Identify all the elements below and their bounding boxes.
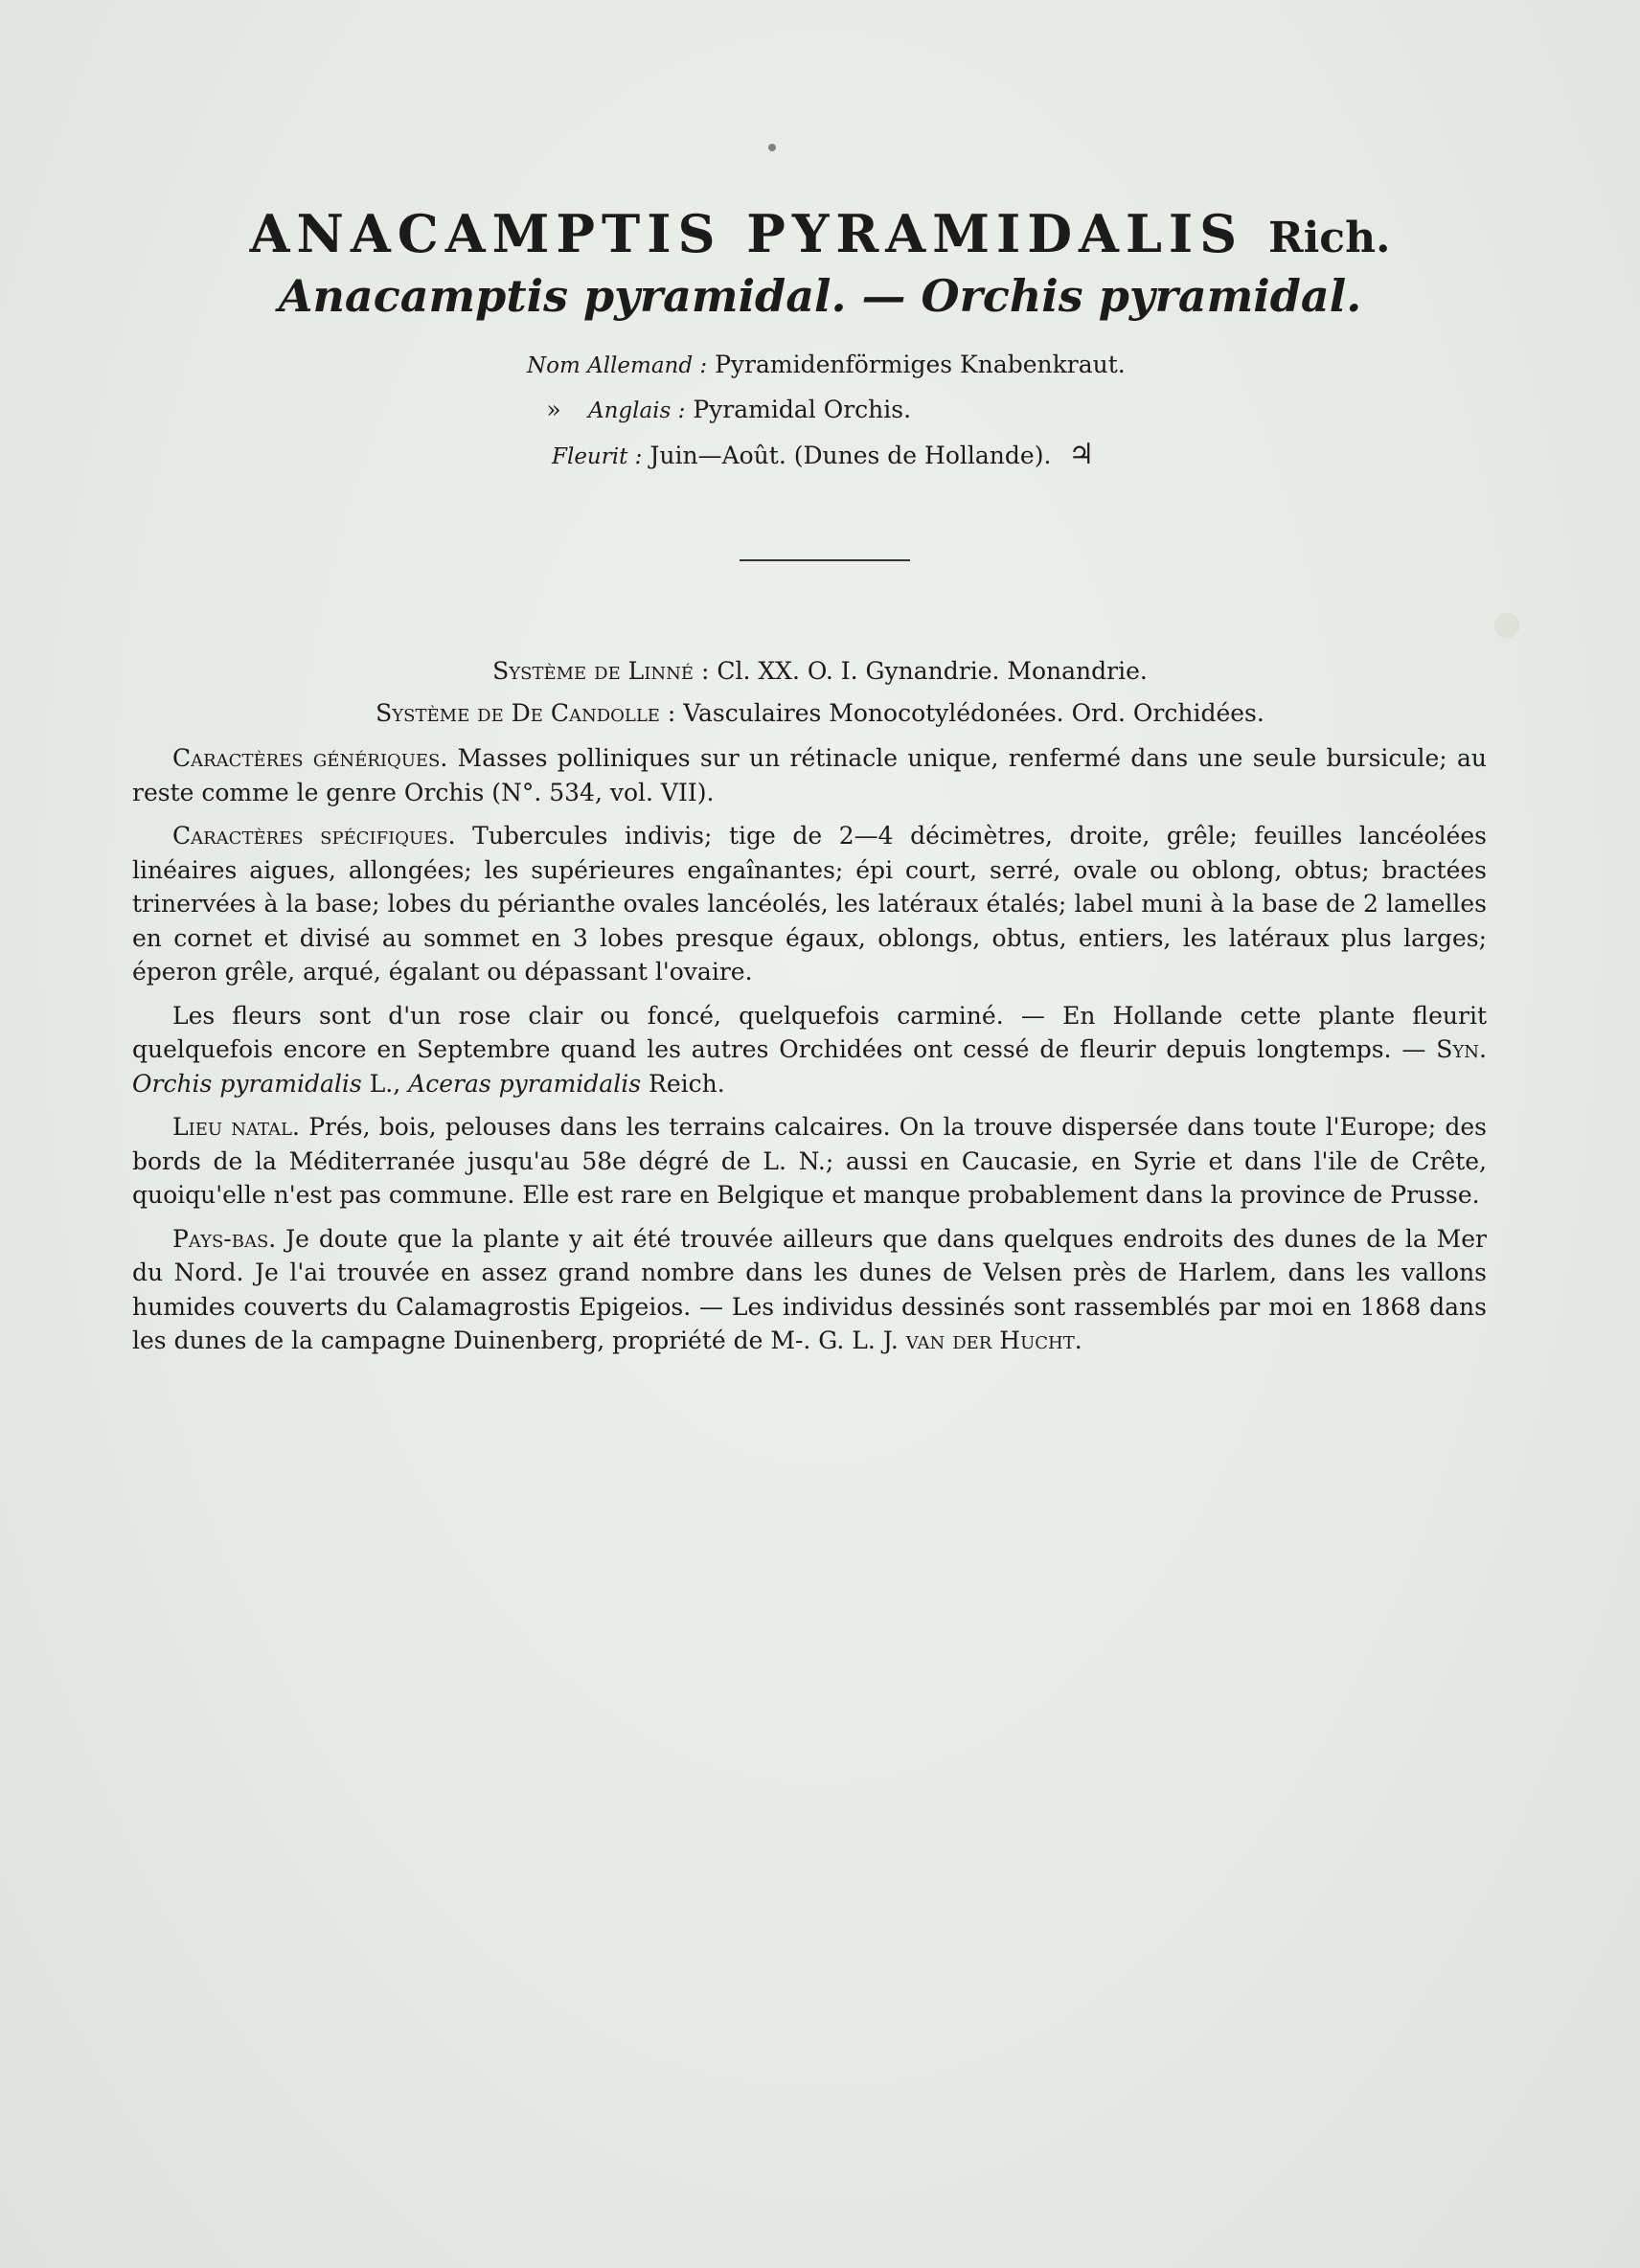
flowering-label: Fleurit : [552, 444, 643, 469]
perennial-symbol: ♃ [1068, 438, 1095, 471]
german-name-label: Nom Allemand : [527, 353, 708, 378]
english-name-value: Pyramidal Orchis. [693, 396, 912, 423]
netherlands-owner: van der Hucht. [905, 1327, 1082, 1354]
synonym-name-1: Orchis pyramidalis [132, 1069, 362, 1098]
synonym-author-1: L., [369, 1069, 401, 1098]
title-species-name: ANACAMPTIS PYRAMIDALIS [249, 203, 1244, 264]
specific-characters-label: Caractères spécifiques. [172, 822, 456, 850]
habitat-label: Lieu natal. [172, 1113, 300, 1141]
synonym-name-2: Aceras pyramidalis [408, 1069, 642, 1098]
title-author: Rich. [1268, 214, 1391, 262]
linne-label: Système de Linné : [492, 657, 710, 685]
candolle-value: Vasculaires Monocotylédonées. Ord. Orchidées. [683, 699, 1264, 727]
english-name-row [527, 388, 1126, 433]
synonyms-label: Syn. [1436, 1035, 1487, 1063]
paper-stain [1494, 613, 1519, 638]
page-title [0, 203, 1640, 264]
netherlands-text: Je doute que la plante y ait été trouvée ailleurs que dans quelques endroits des dunes de la Mer du Nord. Je l'ai trouvée en assez grand nombre dans les dunes de Velsen près de Harlem, dans les vallons humides couverts du Calamagrostis Epigeios. — Les individus dessinés sont rassemblés par moi en 1868 dans les dunes de la campagne Duinenberg, propriété de M-. G. L. J. [132, 1224, 1487, 1354]
generic-characters-text: Masses polliniques sur un rétinacle unique, renfermé dans une seule bursicule; au reste comme le genre Orchis (N°. 534, vol. VII). [132, 744, 1488, 806]
generic-characters-label: Caractères génériques. [172, 744, 448, 772]
ditto-mark: » [546, 396, 561, 423]
candolle-system-line [0, 699, 1640, 727]
netherlands-label: Pays-bas. [172, 1224, 277, 1253]
generic-characters-paragraph [132, 741, 1487, 809]
common-names-block [527, 343, 1126, 479]
habitat-paragraph [132, 1110, 1487, 1213]
flowering-row [527, 433, 1126, 479]
flowers-text: Les fleurs sont d'un rose clair ou foncé, quelquefois carminé. — En Hollande cette plante fleurit quelquefois encore en Septembre quand les autres Orchidées ont cessé de fleurir depuis longtemps. — [132, 1001, 1487, 1063]
linne-system-line [0, 657, 1640, 685]
description-body [132, 741, 1487, 1368]
netherlands-paragraph [132, 1222, 1487, 1358]
candolle-label: Système de De Candolle : [376, 699, 676, 727]
german-name-value: Pyramidenförmiges Knabenkraut. [715, 351, 1126, 378]
habitat-text: Prés, bois, pelouses dans les terrains calcaires. On la trouve dispersée dans toute l'Europe; des bords de la Méditerranée jusqu'au 58e dégré de L. N.; aussi en Caucasie, en Syrie et dans l'ile de Crête, quoiqu'elle n'est pas commune. Elle est rare en Belgique et manque probablement dans la province de Prusse. [132, 1113, 1487, 1209]
paper-stain [768, 144, 776, 151]
flowering-value: Juin—Août. (Dunes de Hollande). [649, 442, 1052, 469]
english-name-label: Anglais : [587, 398, 686, 423]
specific-characters-text: Tubercules indivis; tige de 2—4 décimètres, droite, grêle; feuilles lancéolées linéaires aigues, allongées; les supérieures engaînantes; épi court, serré, ovale ou oblong, obtus; bractées trinervées à la base; lobes du périanthe ovales lancéolés, les latéraux étalés; label muni à la base de 2 lamelles en cornet et divisé au sommet en 3 lobes presque égaux, oblongs, obtus, entiers, les latéraux plus larges; éperon grêle, arqué, égalant ou dépassant l'ovaire. [132, 822, 1487, 986]
synonym-author-2: Reich. [649, 1069, 725, 1098]
specific-characters-paragraph [132, 819, 1487, 989]
linne-value: Cl. XX. O. I. Gynandrie. Monandrie. [717, 657, 1148, 685]
flowers-paragraph [132, 999, 1487, 1101]
german-name-row [527, 343, 1126, 388]
section-divider [740, 559, 910, 561]
page-subtitle: Anacamptis pyramidal. — Orchis pyramidal. [278, 270, 1362, 322]
